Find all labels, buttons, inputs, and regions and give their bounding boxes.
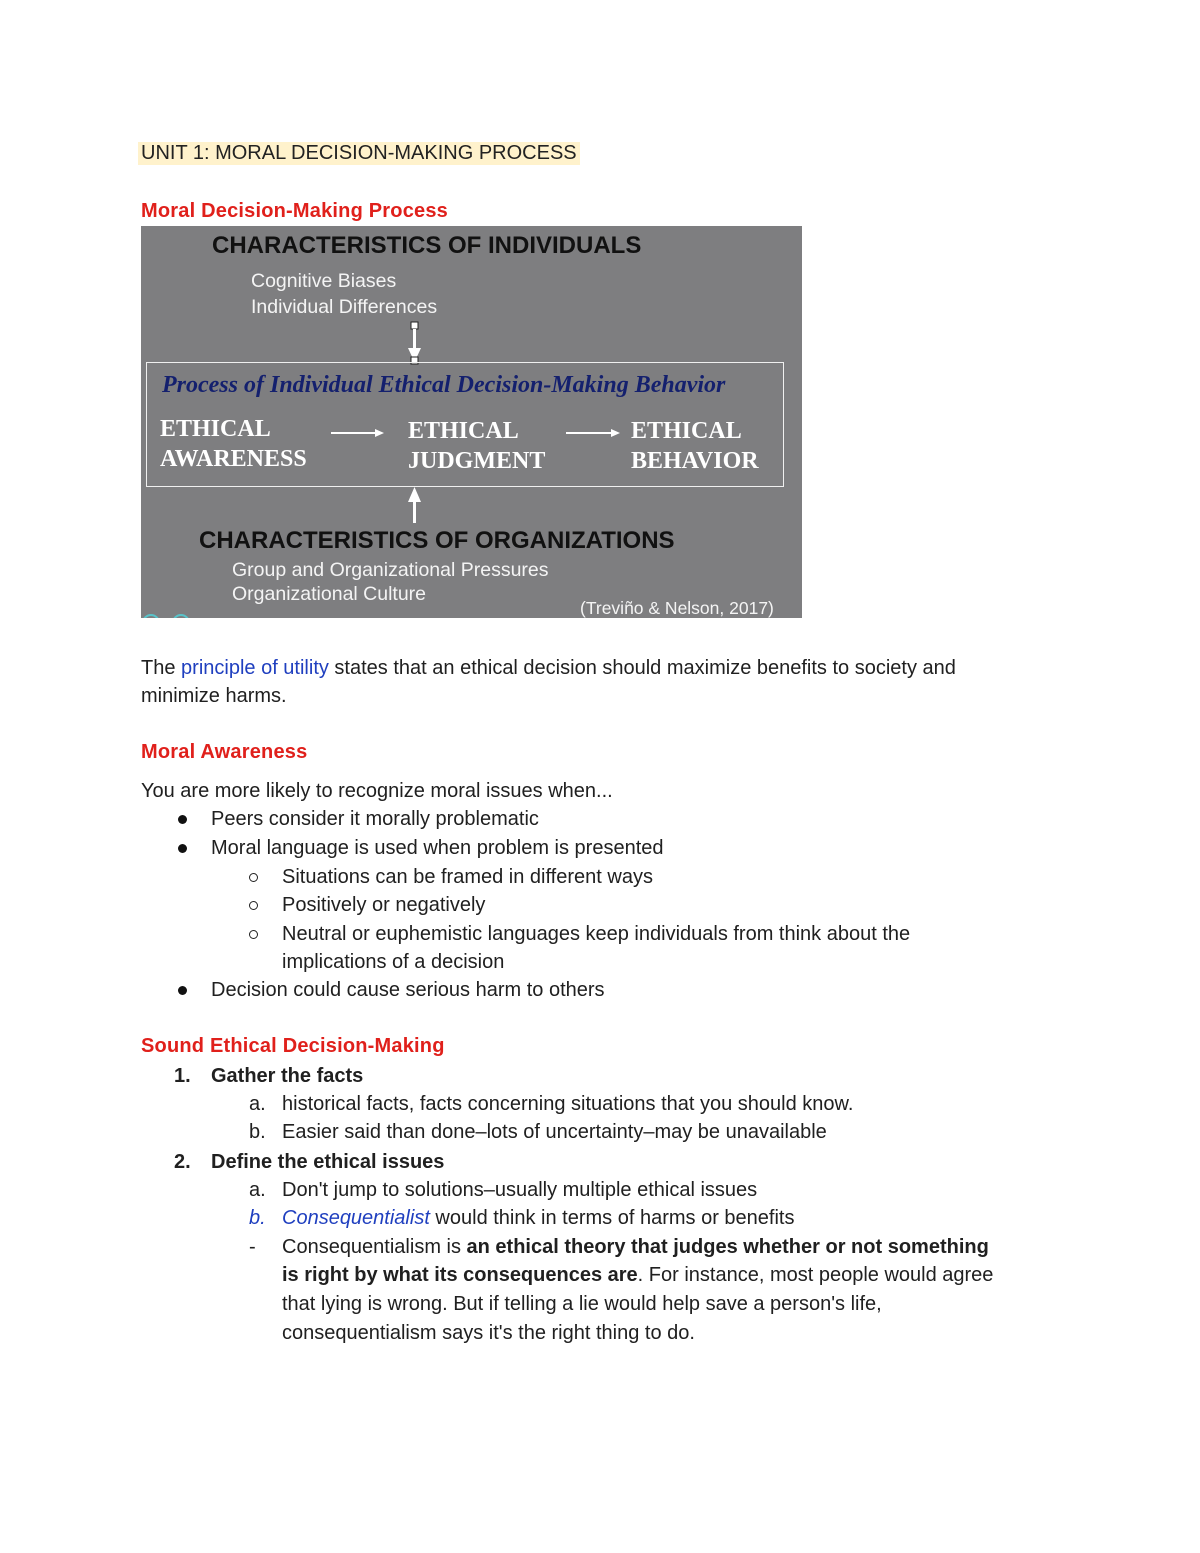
diagram-step-awareness-line1: ETHICAL (160, 416, 271, 442)
awareness-sub-bullet-3-line1: Neutral or euphemistic languages keep individuals from think about the (282, 923, 911, 945)
step-2a-text: Don't jump to solutions–usually multiple ethical issues (282, 1179, 758, 1201)
consequentialism-bold-2: is right by what its consequences are (282, 1264, 638, 1286)
section-heading-sound-decision-making: Sound Ethical Decision-Making (141, 1035, 445, 1057)
consequentialist-link[interactable]: Consequentialist (282, 1207, 430, 1229)
step-1b-text: Easier said than done–lots of uncertainty–may be unavailable (282, 1121, 827, 1143)
step-2-number: 2. (174, 1151, 191, 1173)
step-2b-rest: would think in terms of harms or benefits (429, 1207, 795, 1229)
awareness-sub-bullet-1: Situations can be framed in different ways (282, 866, 653, 888)
step-2b-marker: b. (249, 1207, 266, 1229)
bullet-icon (178, 986, 187, 995)
diagram-step-awareness-line2: AWARENESS (160, 446, 307, 472)
utility-paragraph-line2: minimize harms. (141, 685, 287, 707)
diagram-individuals-heading: CHARACTERISTICS OF INDIVIDUALS (212, 232, 642, 259)
step-2-title: Define the ethical issues (211, 1151, 445, 1173)
step-1a-text: historical facts, facts concerning situations that you should know. (282, 1093, 854, 1115)
utility-text-pre: The (141, 657, 182, 679)
utility-text-post: states that an ethical decision should maximize benefits to society and (328, 657, 956, 679)
diagram-step-judgment (408, 416, 545, 476)
consequentialism-line2 (282, 1261, 993, 1289)
hollow-bullet-icon (249, 930, 258, 939)
diagram-step-judgment-line2: JUDGMENT (408, 448, 546, 474)
unit-title: UNIT 1: MORAL DECISION-MAKING PROCESS (138, 142, 580, 165)
dash-marker: - (249, 1236, 256, 1258)
principle-of-utility-link[interactable]: principle of utility (181, 657, 329, 679)
step-1-title: Gather the facts (211, 1065, 364, 1087)
consequentialism-post: . For instance, most people would agree (637, 1264, 994, 1286)
diagram-process-title: Process of Individual Ethical Decision-Making Behavior (162, 372, 726, 398)
consequentialism-pre: Consequentialism is (282, 1236, 467, 1258)
diagram-individuals-item-1: Cognitive Biases (251, 270, 397, 292)
consequentialism-bold-1: an ethical theory that judges whether or not something (466, 1236, 989, 1258)
diagram-organizations-item-1: Group and Organizational Pressures (232, 559, 549, 581)
consequentialism-line1 (282, 1233, 989, 1261)
awareness-bullet-3: Decision could cause serious harm to others (211, 979, 605, 1001)
diagram-individuals-item-2: Individual Differences (251, 296, 438, 318)
utility-paragraph-line1 (141, 654, 956, 682)
section-heading-moral-awareness: Moral Awareness (141, 741, 308, 763)
hollow-bullet-icon (249, 901, 258, 910)
bullet-icon (178, 844, 187, 853)
diagram-step-behavior-line2: BEHAVIOR (631, 448, 759, 474)
consequentialism-line4: consequentialism says it's the right thing to do. (282, 1322, 695, 1344)
awareness-bullet-1: Peers consider it morally problematic (211, 808, 539, 830)
diagram-step-judgment-line1: ETHICAL (408, 418, 519, 444)
diagram-step-behavior (631, 416, 759, 476)
hollow-bullet-icon (249, 873, 258, 882)
diagram-citation: (Treviño & Nelson, 2017) (580, 598, 774, 618)
step-1a-marker: a. (249, 1093, 266, 1115)
decision-making-diagram (141, 226, 802, 618)
section-heading-decision-process: Moral Decision-Making Process (141, 200, 449, 222)
step-2a-marker: a. (249, 1179, 266, 1201)
step-2b-text (282, 1204, 794, 1232)
step-1b-marker: b. (249, 1121, 266, 1143)
diagram-organizations-item-2: Organizational Culture (232, 583, 427, 605)
awareness-sub-bullet-3-line2: implications of a decision (282, 951, 505, 973)
consequentialism-line3: that lying is wrong. But if telling a lie would help save a person's life, (282, 1293, 882, 1315)
diagram-step-behavior-line1: ETHICAL (631, 418, 742, 444)
step-1-number: 1. (174, 1065, 191, 1087)
diagram-organizations-heading: CHARACTERISTICS OF ORGANIZATIONS (199, 527, 675, 554)
diagram-step-awareness (160, 414, 307, 474)
awareness-bullet-2: Moral language is used when problem is presented (211, 837, 664, 859)
awareness-intro: You are more likely to recognize moral issues when... (141, 780, 613, 802)
awareness-sub-bullet-2: Positively or negatively (282, 894, 486, 916)
bullet-icon (178, 815, 187, 824)
